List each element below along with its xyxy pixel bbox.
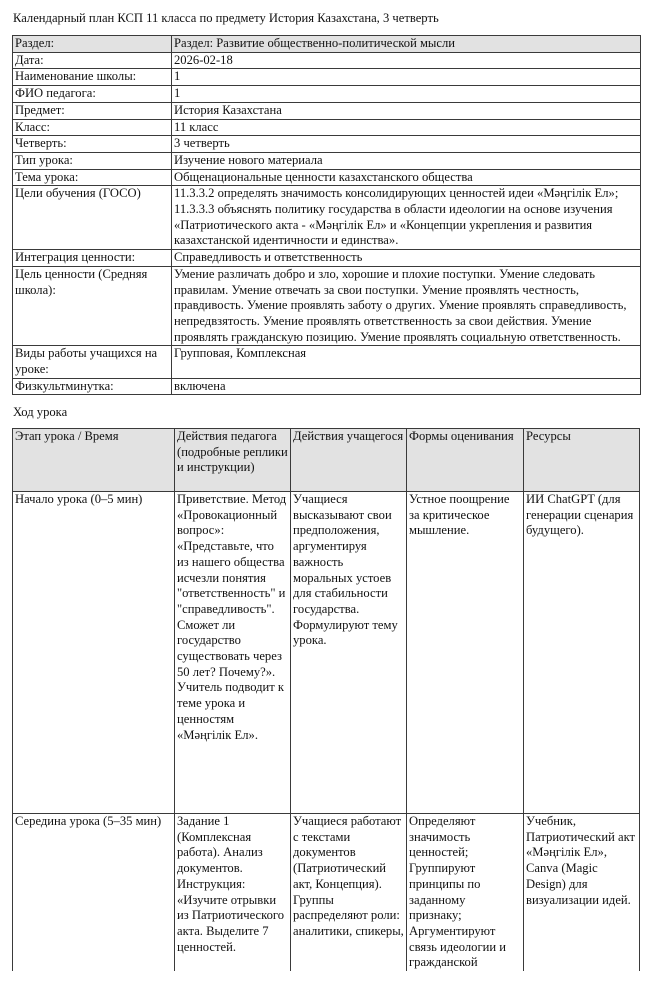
info-label: Класс: xyxy=(13,119,172,136)
info-label: Интеграция ценности: xyxy=(13,250,172,267)
resources-cell: Учебник, Патриотический акт «Мәңгілік Ел», Canva (Magic Design) для визуализации идей. xyxy=(524,814,640,972)
info-row-quarter xyxy=(13,136,641,153)
info-row-value-goal xyxy=(13,266,641,346)
student-cell: Учащиеся высказывают свои предположения, аргументируя важность моральных устоев для стабильности государства. Формулируют тему урока. xyxy=(291,492,407,814)
info-row-goals xyxy=(13,186,641,250)
info-value: 3 четверть xyxy=(172,136,641,153)
info-row-lesson-type xyxy=(13,152,641,169)
info-label: Раздел: xyxy=(13,36,172,53)
info-value: включена xyxy=(172,378,641,395)
info-label: Предмет: xyxy=(13,102,172,119)
info-value: Раздел: Развитие общественно-политической мысли xyxy=(172,36,641,53)
info-value: Справедливость и ответственность xyxy=(172,250,641,267)
info-label: Тип урока: xyxy=(13,152,172,169)
info-value: 2026-02-18 xyxy=(172,52,641,69)
header-stage: Этап урока / Время xyxy=(13,429,175,492)
info-row-teacher xyxy=(13,86,641,103)
info-label: Тема урока: xyxy=(13,169,172,186)
info-label: Цель ценности (Средняя школа): xyxy=(13,266,172,346)
lesson-heading: Ход урока xyxy=(13,405,68,419)
info-label: Цели обучения (ГОСО) xyxy=(13,186,172,250)
info-row-date xyxy=(13,52,641,69)
info-label: Четверть: xyxy=(13,136,172,153)
info-row-value-integration xyxy=(13,250,641,267)
info-row-grade xyxy=(13,119,641,136)
header-student-actions: Действия учащегося xyxy=(291,429,407,492)
table-row xyxy=(13,814,640,972)
info-label: ФИО педагога: xyxy=(13,86,172,103)
info-row-section xyxy=(13,36,641,53)
resources-cell: ИИ ChatGPT (для генерации сценария будущего). xyxy=(524,492,640,814)
page-title: Календарный план КСП 11 класса по предмету История Казахстана, 3 четверть xyxy=(13,11,439,25)
info-row-subject xyxy=(13,102,641,119)
info-label: Дата: xyxy=(13,52,172,69)
info-row-school xyxy=(13,69,641,86)
info-row-physical-break xyxy=(13,378,641,395)
assessment-cell: Определяют значимость ценностей; Группируют принципы по заданному признаку; Аргументируют связь идеологии и гражданской xyxy=(407,814,524,972)
info-value: Общенациональные ценности казахстанского общества xyxy=(172,169,641,186)
info-value: Изучение нового материала xyxy=(172,152,641,169)
header-teacher-actions: Действия педагога (подробные реплики и инструкции) xyxy=(175,429,291,492)
info-value: История Казахстана xyxy=(172,102,641,119)
stage-cell: Начало урока (0–5 мин) xyxy=(13,492,175,814)
info-value: Групповая, Комплексная xyxy=(172,346,641,378)
info-label: Физкультминутка: xyxy=(13,378,172,395)
stage-cell: Середина урока (5–35 мин) xyxy=(13,814,175,972)
teacher-cell: Задание 1 (Комплексная работа). Анализ документов. Инструкция: «Изучите отрывки из Патриотического акта. Выделите 7 ценностей. xyxy=(175,814,291,972)
assessment-cell: Устное поощрение за критическое мышление. xyxy=(407,492,524,814)
info-value: Умение различать добро и зло, хорошие и плохие поступки. Умение следовать правилам. Умение отвечать за свои поступки. Умение проявлять честность, правдивость. Умение проявлять заботу о других. Умение проявлять справедливость, непредвзятость. Умение проявлять ответственность за свои действия. Умение проявлять гражданскую позицию. Умение проявлять социальную ответственность. xyxy=(172,266,641,346)
info-label: Наименование школы: xyxy=(13,69,172,86)
info-label: Виды работы учащихся на уроке: xyxy=(13,346,172,378)
info-row-topic xyxy=(13,169,641,186)
info-value: 11 класс xyxy=(172,119,641,136)
lesson-header-row xyxy=(13,429,640,492)
student-cell: Учащиеся работают с текстами документов (Патриотический акт, Концепция). Группы распределяют роли: аналитики, спикеры, xyxy=(291,814,407,972)
table-row xyxy=(13,492,640,814)
lesson-info-table xyxy=(12,35,641,395)
info-value: 1 xyxy=(172,86,641,103)
teacher-cell: Приветствие. Метод «Провокационный вопрос»: «Представьте, что из нашего общества исчезли понятия "ответственность" и "справедливость". Сможет ли государство существовать через 50 лет? Почему?». Учитель подводит к теме урока и ценностям «Мәңгілік Ел». xyxy=(175,492,291,814)
info-value: 11.3.3.2 определять значимость консолидирующих ценностей идеи «Мәңгілік Ел»; 11.3.3.3 объяснять политику государства в области идеологии на основе изучения «Патриотического акта - «Мәңгілік Ел» и «Концепции укрепления и развития казахстанской идентичности и единства». xyxy=(172,186,641,250)
header-resources: Ресурсы xyxy=(524,429,640,492)
lesson-flow-table xyxy=(12,428,640,971)
header-assessment: Формы оценивания xyxy=(407,429,524,492)
info-row-work-types xyxy=(13,346,641,378)
info-value: 1 xyxy=(172,69,641,86)
